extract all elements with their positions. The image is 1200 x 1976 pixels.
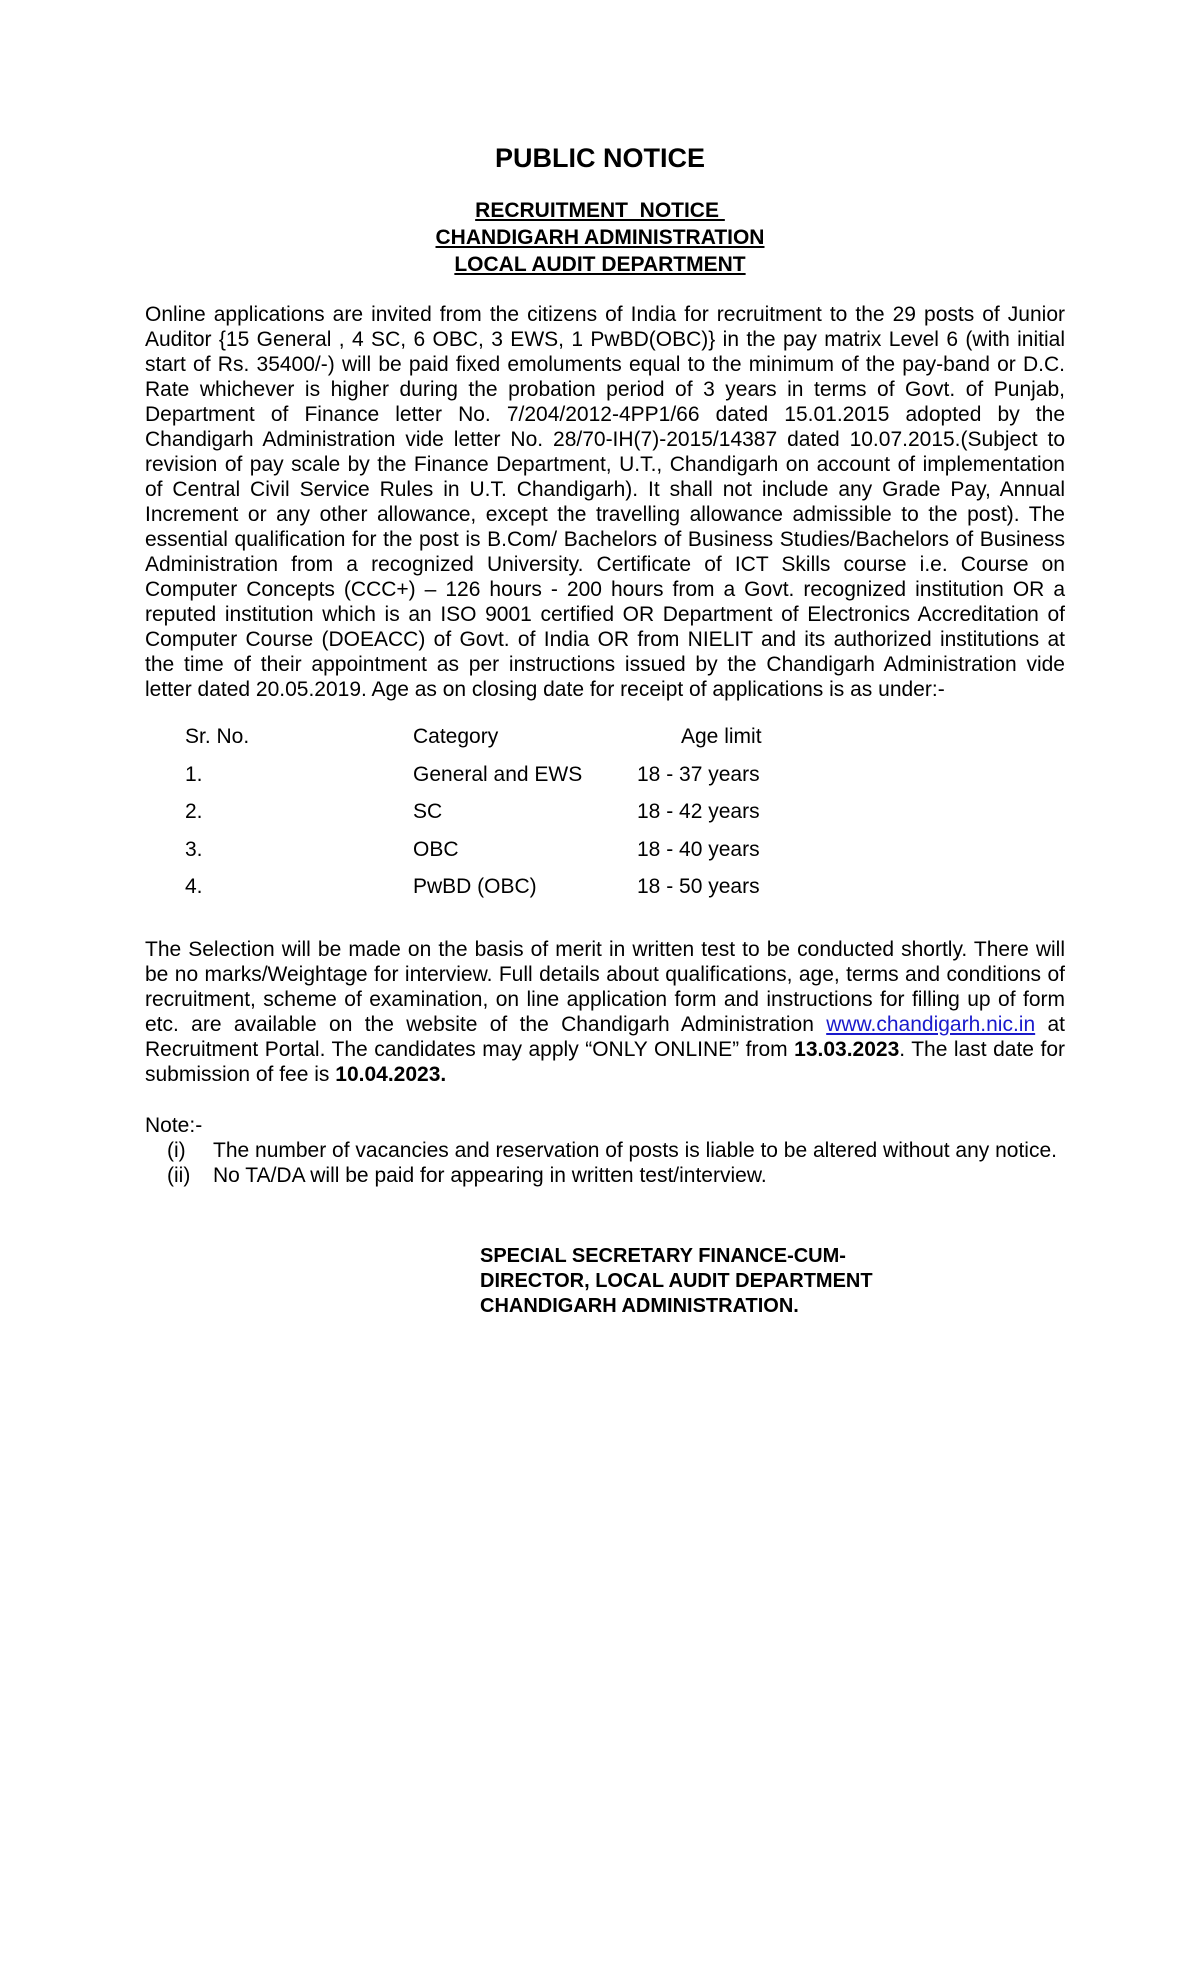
- note-item: [145, 1138, 1065, 1163]
- row-age-limit: 18 - 42 years: [637, 800, 760, 823]
- selection-text-part2: at Recruitment Portal. The candidates may apply “ONLY ONLINE” from: [145, 1013, 1065, 1061]
- note-number: (i): [167, 1139, 186, 1162]
- selection-paragraph: [145, 937, 1065, 1087]
- row-category: General and EWS: [413, 762, 583, 786]
- header-age-limit: Age limit: [681, 725, 762, 748]
- note-item: [145, 1163, 1065, 1188]
- row-age-limit: 18 - 40 years: [637, 837, 760, 861]
- row-age-limit: 18 - 50 years: [637, 875, 760, 898]
- subheading-department: LOCAL AUDIT DEPARTMENT: [454, 253, 746, 276]
- header-sr-no: Sr. No.: [185, 725, 250, 748]
- signature-block: [480, 1244, 873, 1319]
- fee-last-date: 10.04.2023.: [335, 1063, 447, 1086]
- subheading-recruitment-notice: RECRUITMENT NOTICE: [475, 199, 725, 222]
- selection-text-part1: The Selection will be made on the basis of merit in written test to be conducted shortly. There will be no marks/Weightage for interview. Full details about qualifications, age, terms and conditions of recruitment, scheme of examination, on line application form and instructions for filling up of form etc. are available on the website of the Chandigarh Administration: [145, 938, 1065, 1036]
- page-title: PUBLIC NOTICE: [494, 143, 705, 173]
- row-category: PwBD (OBC): [413, 875, 537, 898]
- row-sr-no: 1.: [185, 762, 203, 786]
- intro-paragraph: Online applications are invited from the citizens of India for recruitment to the 29 posts of Junior Auditor {15 General , 4 SC, 6 OBC, 3 EWS, 1 PwBD(OBC)} in the pay matrix Level 6 (with initial start of Rs. 35400/-) will be paid fixed emoluments equal to the minimum of the pay-band or D.C. Rate whichever is higher during the probation period of 3 years in terms of Govt. of Punjab, Department of Finance letter No. 7/204/2012-4PP1/66 dated 15.01.2015 adopted by the Chandigarh Administration vide letter No. 28/70-IH(7)-2015/14387 dated 10.07.2015.(Subject to revision of pay scale by the Finance Department, U.T., Chandigarh on account of implementation of Central Civil Service Rules in U.T. Chandigarh). It shall not include any Grade Pay, Annual Increment or any other allowance, except the travelling allowance admissible to the post). The essential qualification for the post is B.Com/ Bachelors of Business Studies/Bachelors of Business Administration from a recognized University. Certificate of ICT Skills course i.e. Course on Computer Concepts (CCC+) – 126 hours - 200 hours from a Govt. recognized institution OR a reputed institution which is an ISO 9001 certified OR Department of Electronics Accreditation of Computer Course (DOEACC) of Govt. of India OR from NIELIT and its authorized institutions at the time of their appointment as per instructions issued by the Chandigarh Administration vide letter dated 20.05.2019. Age as on closing date for receipt of applications is as under:-: [145, 303, 1065, 701]
- row-sr-no: 2.: [185, 800, 203, 823]
- row-sr-no: 3.: [185, 837, 203, 861]
- notes-list: [145, 1138, 1065, 1188]
- selection-text-part3: . The last date for submission of fee is: [145, 1038, 1065, 1086]
- row-age-limit: 18 - 37 years: [637, 762, 760, 786]
- website-link[interactable]: www.chandigarh.nic.in: [826, 1013, 1036, 1036]
- header-category: Category: [413, 725, 499, 748]
- note-text: No TA/DA will be paid for appearing in written test/interview.: [213, 1164, 767, 1187]
- note-text: The number of vacancies and reservation of posts is liable to be altered without any notice.: [213, 1139, 1057, 1162]
- application-start-date: 13.03.2023: [794, 1038, 900, 1061]
- row-category: SC: [413, 800, 443, 823]
- note-number: (ii): [167, 1164, 191, 1187]
- row-sr-no: 4.: [185, 875, 203, 898]
- note-label: Note:-: [145, 1114, 203, 1137]
- signature-line-2: DIRECTOR, LOCAL AUDIT DEPARTMENT: [480, 1270, 873, 1292]
- signature-line-3: CHANDIGARH ADMINISTRATION.: [480, 1295, 799, 1317]
- signature-line-1: SPECIAL SECRETARY FINANCE-CUM-: [480, 1245, 846, 1267]
- notice-subheadings: [0, 197, 1200, 278]
- subheading-administration: CHANDIGARH ADMINISTRATION: [435, 226, 765, 249]
- row-category: OBC: [413, 837, 459, 861]
